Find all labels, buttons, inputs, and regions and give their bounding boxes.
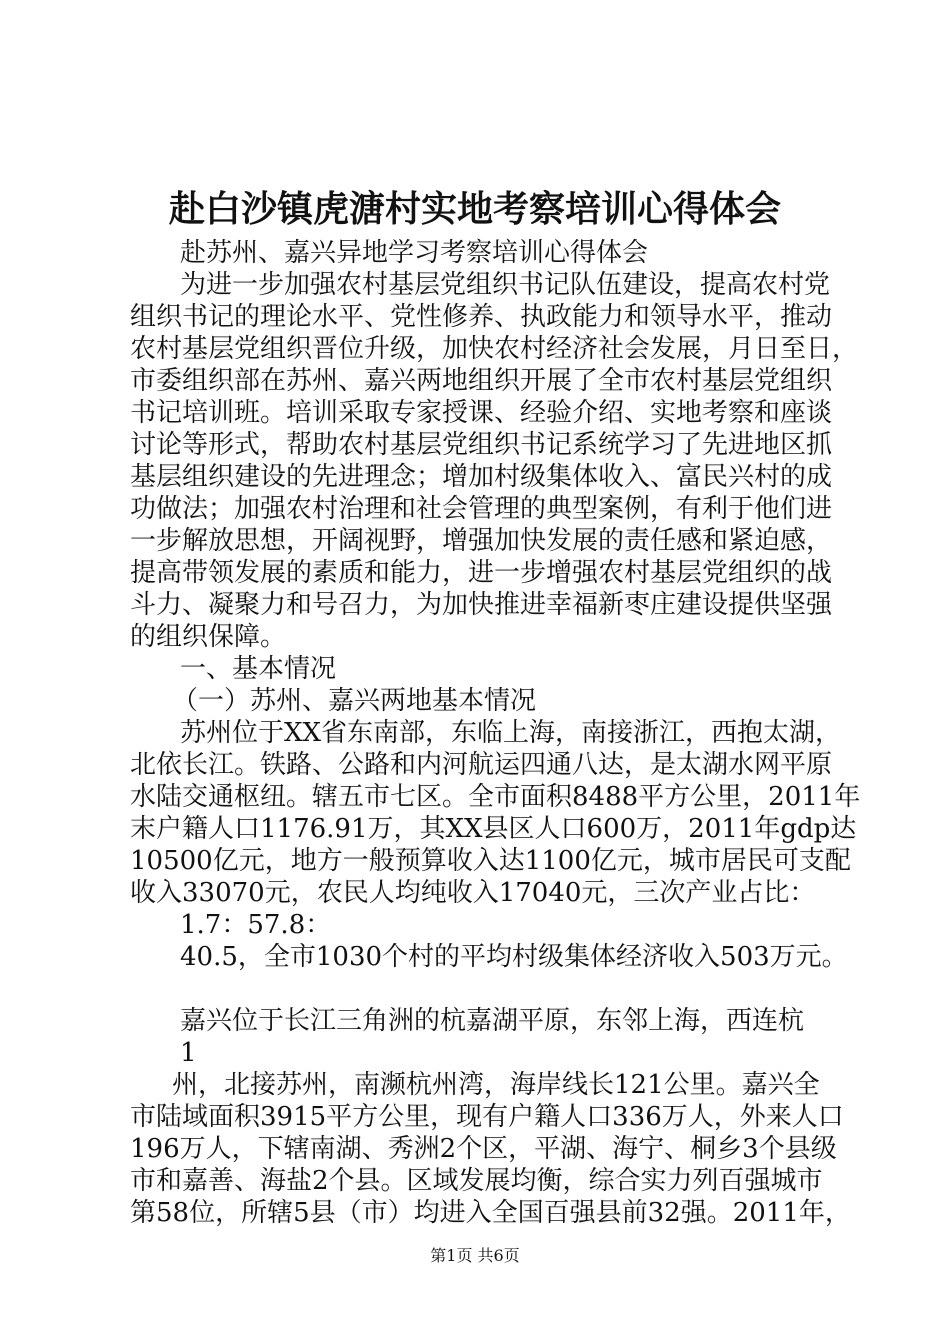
body-line: 市陆域面积3915平方公里，现有户籍人口336万人，外来人口: [130, 1102, 844, 1132]
body-line: 斗力、凝聚力和号召力，为加快推进幸福新枣庄建设提供坚强: [130, 590, 833, 620]
body-line: 嘉兴位于长江三角洲的杭嘉湖平原，东邻上海，西连杭: [180, 1006, 805, 1036]
body-line: 讨论等形式，帮助农村基层党组织书记系统学习了先进地区抓: [130, 430, 833, 460]
body-line: 第58位，所辖5县（市）均进入全国百强县前32强。2011年，: [130, 1198, 851, 1228]
body-line: 40.5，全市1030个村的平均村级集体经济收入503万元。: [180, 942, 848, 972]
subtitle-line: 赴苏州、嘉兴异地学习考察培训心得体会: [180, 238, 649, 268]
body-line: 一步解放思想，开阔视野，增强加快发展的责任感和紧迫感，: [130, 526, 833, 556]
body-line: 1.7：57.8：: [180, 910, 332, 940]
body-line: 市和嘉善、海盐2个县。区域发展均衡，综合实力列百强城市: [130, 1166, 823, 1196]
body-line: 196万人，下辖南湖、秀洲2个区，平湖、海宁、桐乡3个县级: [130, 1134, 837, 1164]
body-line: 书记培训班。培训采取专家授课、经验介绍、实地考察和座谈: [130, 398, 833, 428]
body-line: 基层组织建设的先进理念；增加村级集体收入、富民兴村的成: [130, 462, 833, 492]
body-line: 组织书记的理论水平、党性修养、执政能力和领导水平，推动: [130, 302, 833, 332]
subsection-heading: （一）苏州、嘉兴两地基本情况: [172, 686, 537, 716]
body-line: 州，北接苏州，南濒杭州湾，海岸线长121公里。嘉兴全: [172, 1070, 820, 1100]
body-line: 功做法；加强农村治理和社会管理的典型案例，有利于他们进: [130, 494, 833, 524]
body-line: 提高带领发展的素质和能力，进一步增强农村基层党组织的战: [130, 558, 833, 588]
body-line: 收入33070元，农民人均纯收入17040元，三次产业占比：: [130, 878, 816, 908]
body-line: 末户籍人口1176.91万，其XX县区人口600万，2011年gdp达: [130, 814, 857, 844]
body-line: 10500亿元，地方一般预算收入达1100亿元，城市居民可支配: [130, 846, 851, 876]
page-footer: 第1页 共6页: [430, 1246, 520, 1265]
document-title: 赴白沙镇虎溏村实地考察培训心得体会: [168, 189, 781, 230]
body-line: 农村基层党组织晋位升级，加快农村经济社会发展，月日至日，: [130, 334, 859, 364]
body-line: 苏州位于XX省东南部，东临上海，南接浙江，西抱太湖，: [180, 718, 842, 748]
body-line: 为进一步加强农村基层党组织书记队伍建设，提高农村党: [180, 270, 831, 300]
section-heading: 一、基本情况: [180, 654, 337, 684]
body-line: 市委组织部在苏州、嘉兴两地组织开展了全市农村基层党组织: [130, 366, 833, 396]
body-line: 的组织保障。: [130, 622, 287, 652]
body-line: 北依长江。铁路、公路和内河航运四通八达，是太湖水网平原: [130, 750, 833, 780]
inline-page-number: 1: [180, 1038, 197, 1068]
body-line: 水陆交通枢纽。辖五市七区。全市面积8488平方公里，2011年: [130, 782, 861, 812]
